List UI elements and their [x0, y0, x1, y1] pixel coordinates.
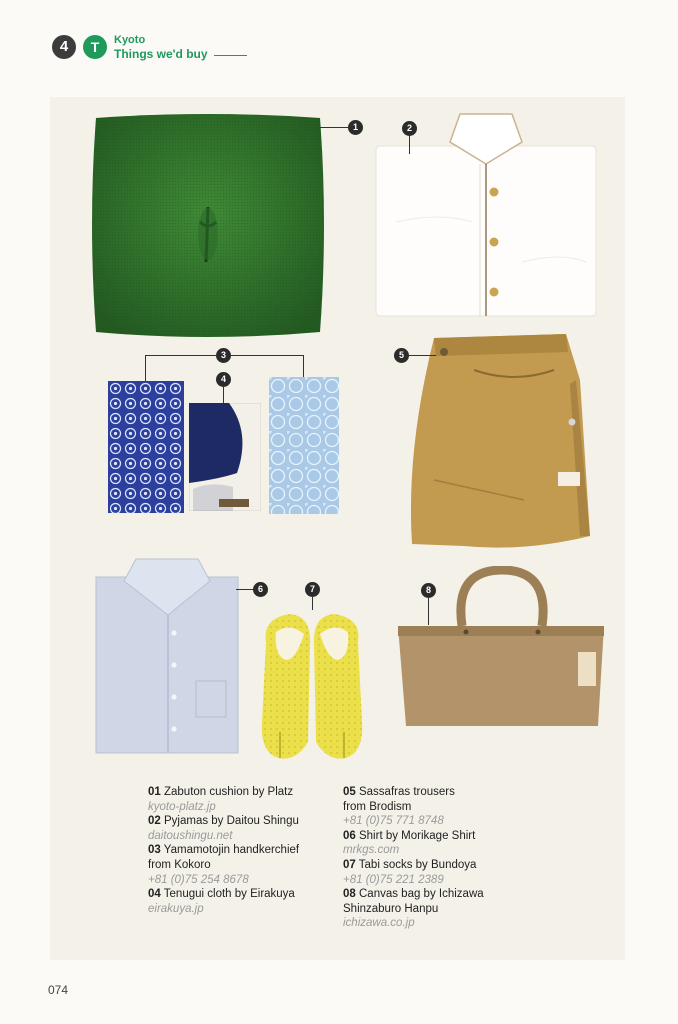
leader-line-8: [428, 597, 429, 625]
caption-item-01: 01 Zabuton cushion by Platz kyoto-platz.jp: [148, 785, 299, 814]
caption-url[interactable]: eirakuya.jp: [148, 902, 204, 915]
leader-line-2: [409, 134, 410, 154]
marker-4: 4: [216, 372, 231, 387]
caption-url[interactable]: daitoushingu.net: [148, 829, 233, 842]
marker-5: 5: [394, 348, 409, 363]
section-badge: T: [83, 35, 107, 59]
caption-phone: +81 (0)75 254 8678: [148, 873, 249, 886]
section-title: Things we'd buy: [114, 47, 208, 61]
zabuton-cushion-image: [88, 112, 328, 340]
handkerchief-blue-image: [108, 381, 184, 513]
leader-line-7: [312, 596, 313, 610]
caption-item-06: 06 Shirt by Morikage Shirt mrkgs.com: [343, 829, 484, 858]
leader-line-4: [223, 386, 224, 404]
marker-8: 8: [421, 583, 436, 598]
tenugui-cloth-image: [189, 403, 261, 511]
marker-3: 3: [216, 348, 231, 363]
leader-line-5: [408, 355, 436, 356]
page-number: 074: [48, 983, 69, 997]
captions-left: [148, 785, 299, 916]
captions-right: [343, 785, 484, 931]
caption-item-04: 04 Tenugui cloth by Eirakuya eirakuya.jp: [148, 887, 299, 916]
caption-phone: +81 (0)75 771 8748: [343, 815, 444, 828]
caption-item-03: 03 Yamamotojin handkerchief from Kokoro +81 (0)75 254 8678: [148, 844, 300, 886]
city-label: Kyoto: [114, 34, 146, 46]
tabi-socks-image: [256, 612, 368, 762]
handkerchief-lightblue-image: [269, 377, 339, 514]
sassafras-trousers-image: [404, 330, 600, 554]
caption-item-07: 07 Tabi socks by Bundoya +81 (0)75 221 2389: [343, 858, 484, 887]
leader-line-3b: [230, 355, 304, 356]
caption-item-02: 02 Pyjamas by Daitou Shingu daitoushingu.net: [148, 815, 299, 842]
issue-badge: 4: [52, 35, 76, 59]
title-rule: [214, 55, 247, 56]
leader-line-3c: [145, 355, 146, 381]
marker-7: 7: [305, 582, 320, 597]
oxford-shirt-image: [92, 555, 242, 755]
caption-url[interactable]: kyoto-platz.jp: [148, 800, 216, 813]
marker-2: 2: [402, 121, 417, 136]
marker-1: 1: [348, 120, 363, 135]
caption-url[interactable]: ichizawa.co.jp: [343, 917, 415, 930]
caption-phone: +81 (0)75 221 2389: [343, 873, 444, 886]
marker-6: 6: [253, 582, 268, 597]
leader-line-1: [320, 127, 350, 128]
caption-item-05: 05 Sassafras trousers from Brodism +81 (0)75 771 8748: [343, 785, 484, 829]
leader-line-3a: [145, 355, 217, 356]
pyjamas-image: [372, 112, 600, 322]
caption-url[interactable]: mrkgs.com: [343, 844, 400, 857]
caption-item-08: 08 Canvas bag by Ichizawa Shinzaburo Hanpu ichizawa.co.jp: [343, 888, 484, 930]
